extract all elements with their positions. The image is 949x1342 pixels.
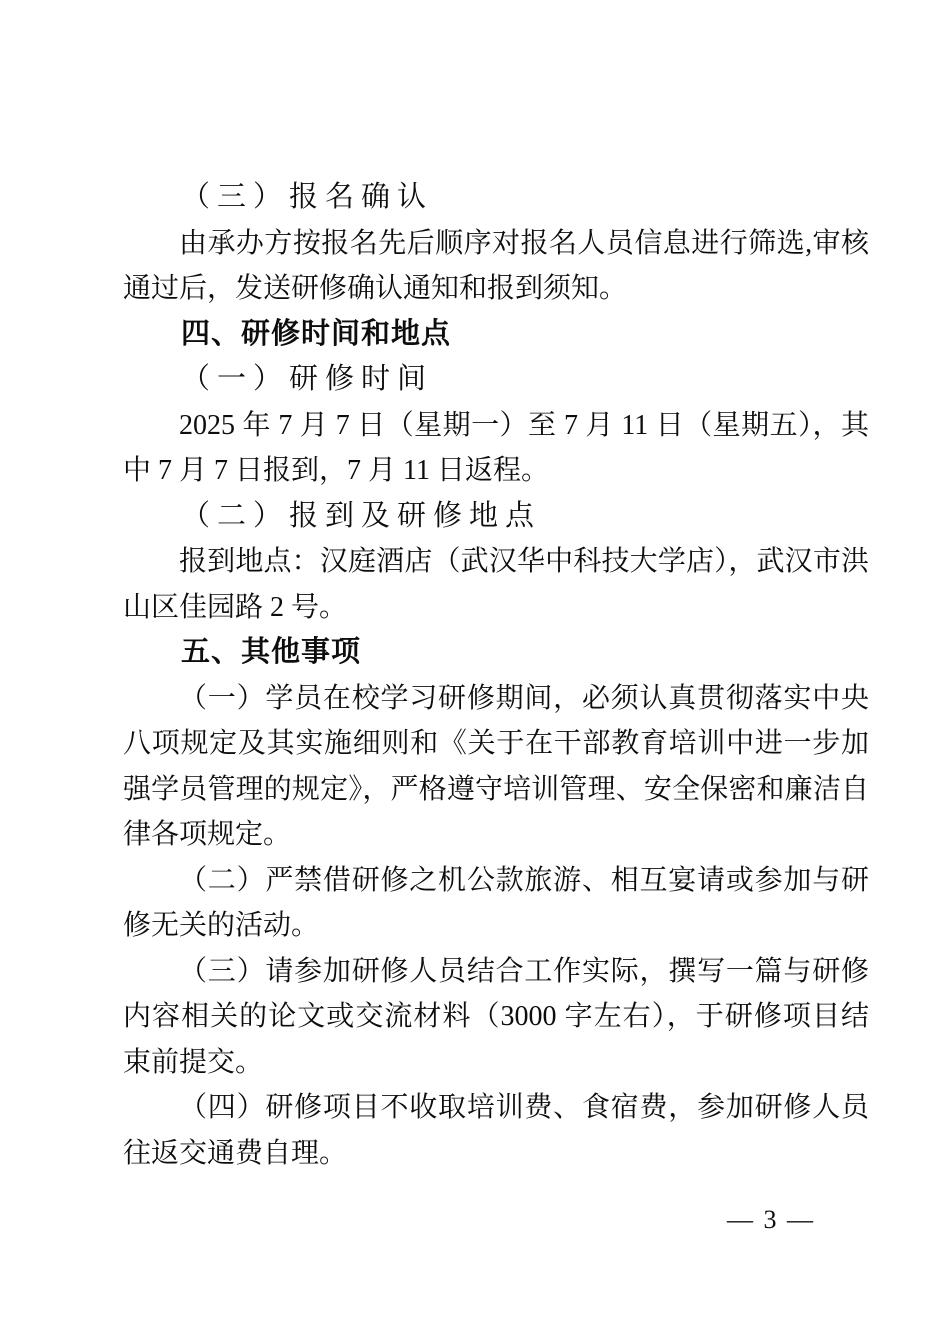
subheading-training-time: （一）研修时间 <box>181 363 434 395</box>
paragraph-fee-policy: （四）研修项目不收取培训费、食宿费，参加研修人员往返交通费自理。 <box>123 1092 869 1169</box>
paragraph-discipline-rules: （一）学员在校学习研修期间，必须认真贯彻落实中央八项规定及其实施细则和《关于在干部教育培训中进一步加强学员管理的规定》，严格遵守培训管理、安全保密和廉洁自律各项规定。 <box>123 682 869 850</box>
section-heading-other-matters: 五、其他事项 <box>181 636 362 668</box>
document-body <box>123 175 869 1176</box>
paragraph-prohibited-activities: （二）严禁借研修之机公款旅游、相互宴请或参加与研修无关的活动。 <box>123 864 869 941</box>
paragraph-training-dates: 2025 年 7 月 7 日（星期一）至 7 月 11 日（星期五），其中 7 月 7 日报到，7 月 11 日返程。 <box>123 409 869 486</box>
paragraph-essay-requirement: （三）请参加研修人员结合工作实际，撰写一篇与研修内容相关的论文或交流材料（3000 字左右），于研修项目结束前提交。 <box>123 955 869 1078</box>
section-heading-time-and-location: 四、研修时间和地点 <box>181 317 452 350</box>
paragraph-checkin-address: 报到地点：汉庭酒店（武汉华中科技大学店），武汉市洪山区佳园路 2 号。 <box>123 546 869 623</box>
subheading-checkin-location: （二）报到及研修地点 <box>181 499 542 532</box>
subheading-registration-confirmation: （三）报名确认 <box>181 181 434 213</box>
page-number: — 3 — <box>727 1205 815 1234</box>
paragraph-registration-review: 由承办方按报名先后顺序对报名人员信息进行筛选,审核通过后，发送研修确认通知和报到须知。 <box>123 227 869 304</box>
